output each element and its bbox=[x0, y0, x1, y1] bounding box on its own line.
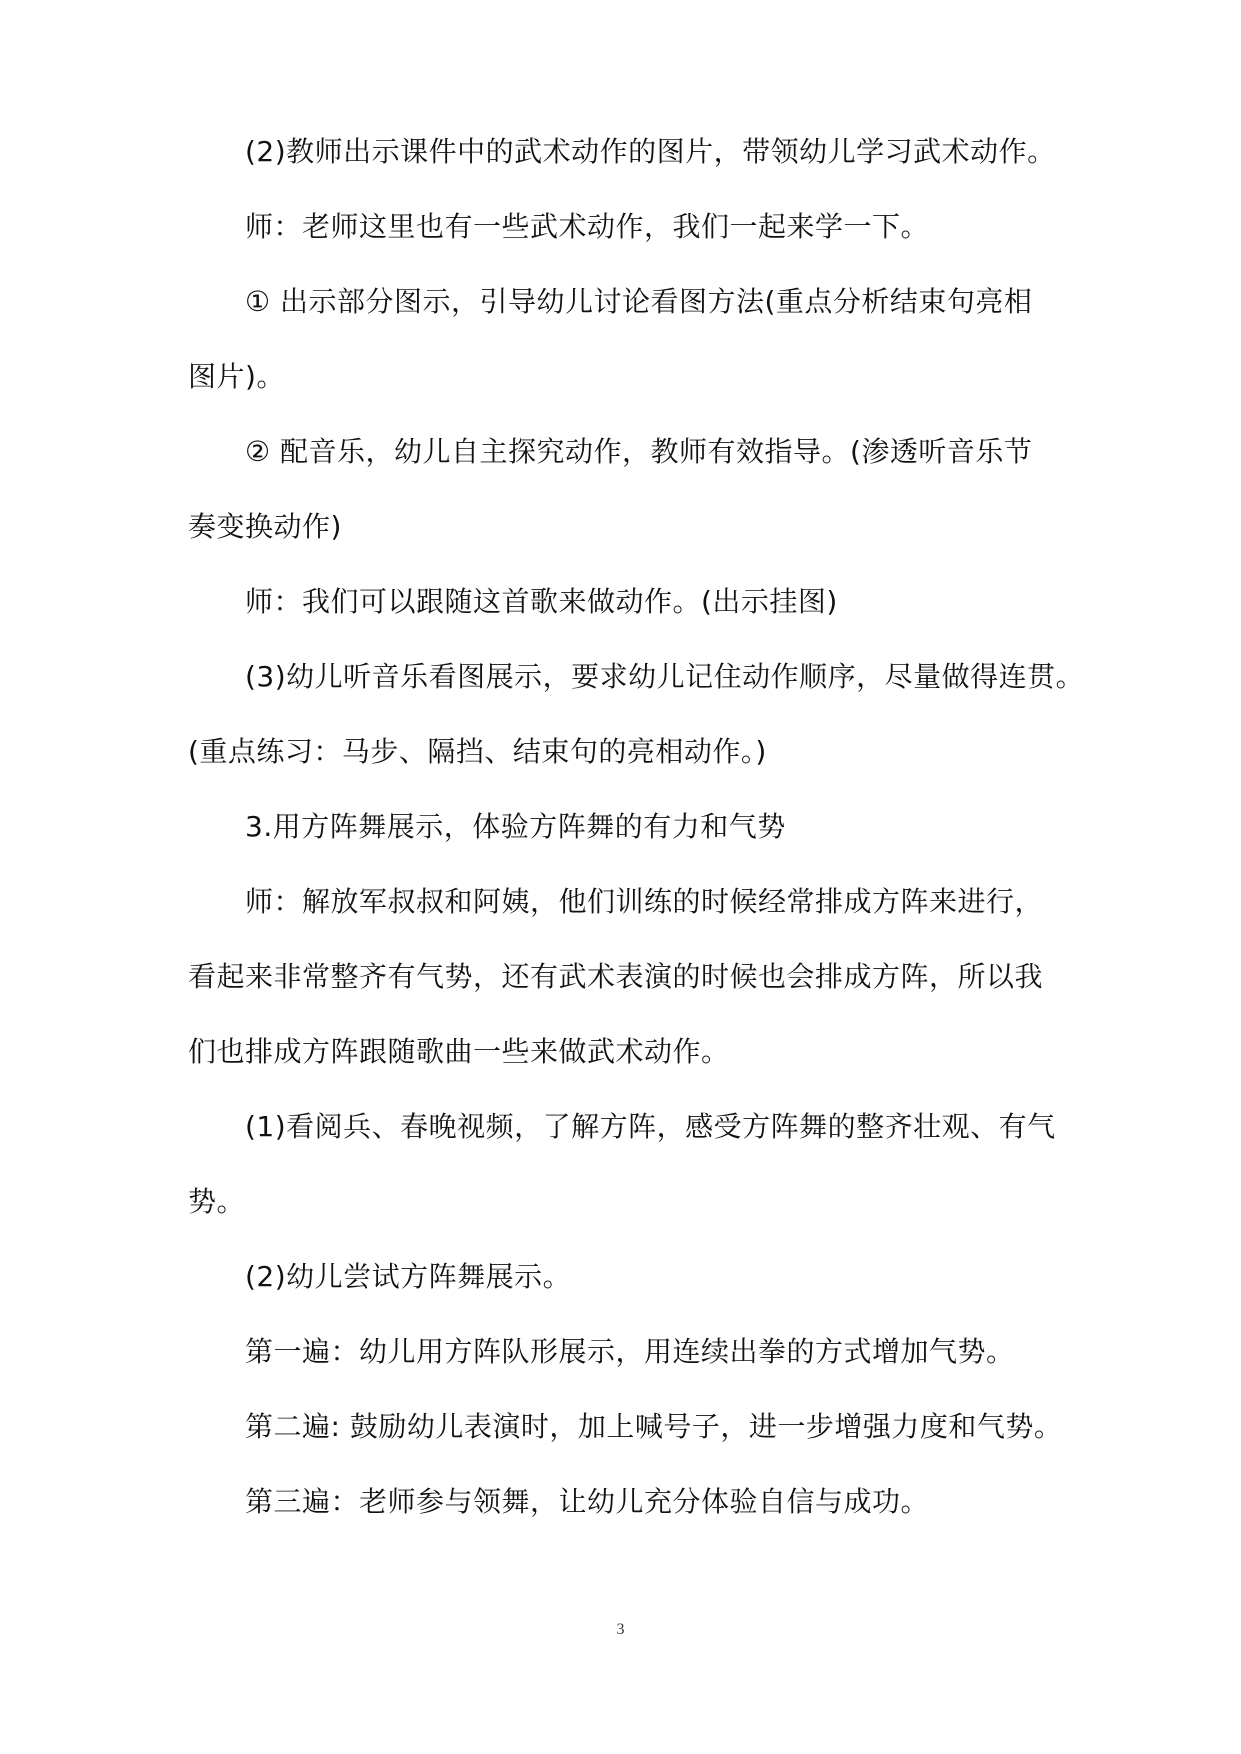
paragraph-line: 师：我们可以跟随这首歌来做动作。(出示挂图) bbox=[245, 585, 838, 618]
paragraph-line: 师：老师这里也有一些武术动作，我们一起来学一下。 bbox=[245, 210, 930, 243]
paragraph-line: 看起来非常整齐有气势，还有武术表演的时候也会排成方阵，所以我 bbox=[188, 960, 1044, 993]
section-heading: 3.用方阵舞展示，体验方阵舞的有力和气势 bbox=[245, 810, 786, 843]
page-number: 3 bbox=[616, 1621, 625, 1638]
paragraph-line: ① 出示部分图示，引导幼儿讨论看图方法(重点分析结束句亮相 bbox=[245, 285, 1033, 318]
paragraph-line: 第一遍：幼儿用方阵队形展示，用连续出拳的方式增加气势。 bbox=[245, 1335, 1015, 1368]
paragraph-line: (2)教师出示课件中的武术动作的图片，带领幼儿学习武术动作。 bbox=[245, 135, 1056, 168]
paragraph-line: (1)看阅兵、春晚视频，了解方阵，感受方阵舞的整齐壮观、有气 bbox=[245, 1110, 1056, 1143]
paragraph-line: ② 配音乐，幼儿自主探究动作，教师有效指导。(渗透听音乐节 bbox=[245, 435, 1033, 468]
paragraph-line: 图片)。 bbox=[188, 360, 285, 393]
paragraph-line: (2)幼儿尝试方阵舞展示。 bbox=[245, 1260, 572, 1293]
paragraph-line: 第三遍：老师参与领舞，让幼儿充分体验自信与成功。 bbox=[245, 1485, 930, 1518]
paragraph-line: 势。 bbox=[188, 1185, 246, 1218]
paragraph-line: 师：解放军叔叔和阿姨，他们训练的时候经常排成方阵来进行， bbox=[245, 885, 1044, 918]
paragraph-line: 第二遍: 鼓励幼儿表演时，加上喊号子，进一步增强力度和气势。 bbox=[245, 1410, 1063, 1443]
paragraph-line: (3)幼儿听音乐看图展示，要求幼儿记住动作顺序，尽量做得连贯。 bbox=[245, 660, 1085, 693]
paragraph-line: 奏变换动作) bbox=[188, 510, 342, 543]
paragraph-line: 们也排成方阵跟随歌曲一些来做武术动作。 bbox=[188, 1035, 730, 1068]
paragraph-line: (重点练习：马步、隔挡、结束句的亮相动作。) bbox=[188, 735, 767, 768]
